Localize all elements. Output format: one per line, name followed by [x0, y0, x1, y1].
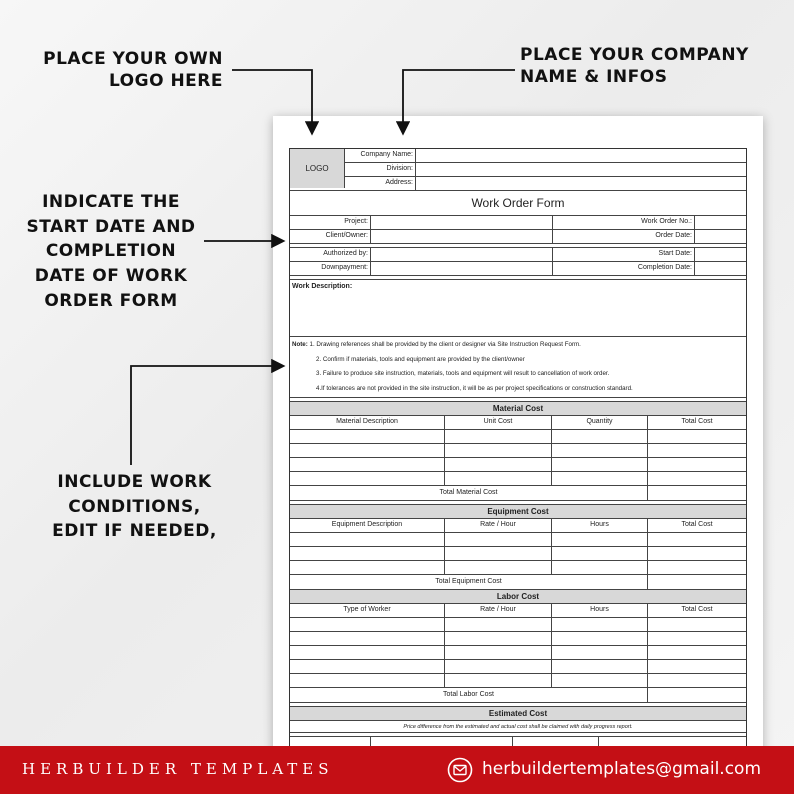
- callout-dates-line: ORDER FORM: [44, 290, 178, 311]
- field-label: Completion Date:: [553, 262, 695, 275]
- total-label: Total Labor Cost: [290, 688, 648, 702]
- column-header: Total Cost: [681, 521, 713, 528]
- labor-cost-header: Labor Cost: [290, 590, 746, 604]
- note-line: 2. Confirm if materials, tools and equipment are provided by the client/owner: [316, 355, 525, 363]
- column-header: Total Cost: [681, 606, 713, 613]
- column-header: Quantity: [552, 416, 648, 429]
- callout-dates-line: COMPLETION: [45, 241, 177, 262]
- column-header: Rate / Hour: [445, 604, 552, 617]
- callout-dates-line: START DATE AND: [26, 216, 196, 237]
- arrow-logo: [232, 70, 312, 132]
- field-label: Authorized by:: [290, 248, 371, 261]
- logo-placeholder: LOGO: [290, 149, 345, 188]
- field-label: Start Date:: [553, 248, 695, 261]
- column-header: Hours: [552, 519, 648, 532]
- footer-bar: [0, 746, 794, 794]
- callout-dates-line: DATE OF WORK: [34, 265, 188, 286]
- field-label: Work Order No.:: [553, 216, 695, 229]
- column-header: Total Cost: [681, 418, 713, 425]
- material-cost-header: Material Cost: [290, 402, 746, 416]
- column-header: Type of Worker: [290, 604, 445, 617]
- note-line: 3. Failure to produce site instruction, materials, tools and equipment will result to cancellation of work order.: [316, 370, 610, 377]
- column-header: Rate / Hour: [445, 519, 552, 532]
- field-label: Downpayment:: [290, 262, 371, 275]
- equipment-cost-header: Equipment Cost: [290, 505, 746, 519]
- column-header: Unit Cost: [445, 416, 552, 429]
- arrow-conditions: [131, 366, 282, 465]
- callout-conditions-line: CONDITIONS,: [68, 496, 201, 517]
- callout-company-line: NAME & INFOS: [520, 67, 668, 88]
- form-title: Work Order Form: [290, 191, 746, 216]
- total-label: Total Material Cost: [290, 486, 648, 500]
- estimated-cost-header: Estimated Cost: [290, 707, 746, 721]
- column-header: Material Description: [290, 416, 445, 429]
- field-label: Client/Owner:: [290, 230, 371, 243]
- total-label: Total Equipment Cost: [290, 575, 648, 589]
- brand-name: HERBUILDER TEMPLATES: [22, 760, 334, 778]
- note-line: 4.If tolerances are not provided in the site instruction, it will be as per project specifications or construction standard.: [316, 384, 633, 392]
- field-label: Order Date:: [553, 230, 695, 243]
- mail-icon: [447, 757, 473, 783]
- callout-dates-line: INDICATE THE: [42, 192, 180, 212]
- company-label: Division:: [345, 163, 416, 176]
- column-header: Equipment Description: [290, 519, 445, 532]
- note-label: Note:: [292, 341, 308, 348]
- callout-company-line: PLACE YOUR COMPANY: [520, 45, 749, 65]
- callout-conditions-line: INCLUDE WORK: [57, 472, 212, 492]
- company-label: Company Name:: [345, 149, 416, 162]
- note-text: 1. Drawing references shall be provided by the client or designer via Site Instruction Request Form.: [309, 341, 581, 348]
- arrow-company: [403, 70, 515, 132]
- company-label: Address:: [345, 177, 416, 190]
- price-difference-note: Price difference from the estimated and actual cost shall be claimed with daily progress report.: [290, 721, 746, 733]
- email-link[interactable]: herbuildertemplates@gmail.com: [482, 759, 761, 779]
- column-header: Hours: [552, 604, 648, 617]
- callout-conditions-line: EDIT IF NEEDED,: [52, 521, 217, 542]
- callout-logo-line: PLACE YOUR OWN: [43, 49, 223, 69]
- work-description[interactable]: Work Description:: [290, 280, 746, 337]
- callout-logo-line: LOGO HERE: [108, 71, 223, 92]
- field-label: Project:: [290, 216, 371, 229]
